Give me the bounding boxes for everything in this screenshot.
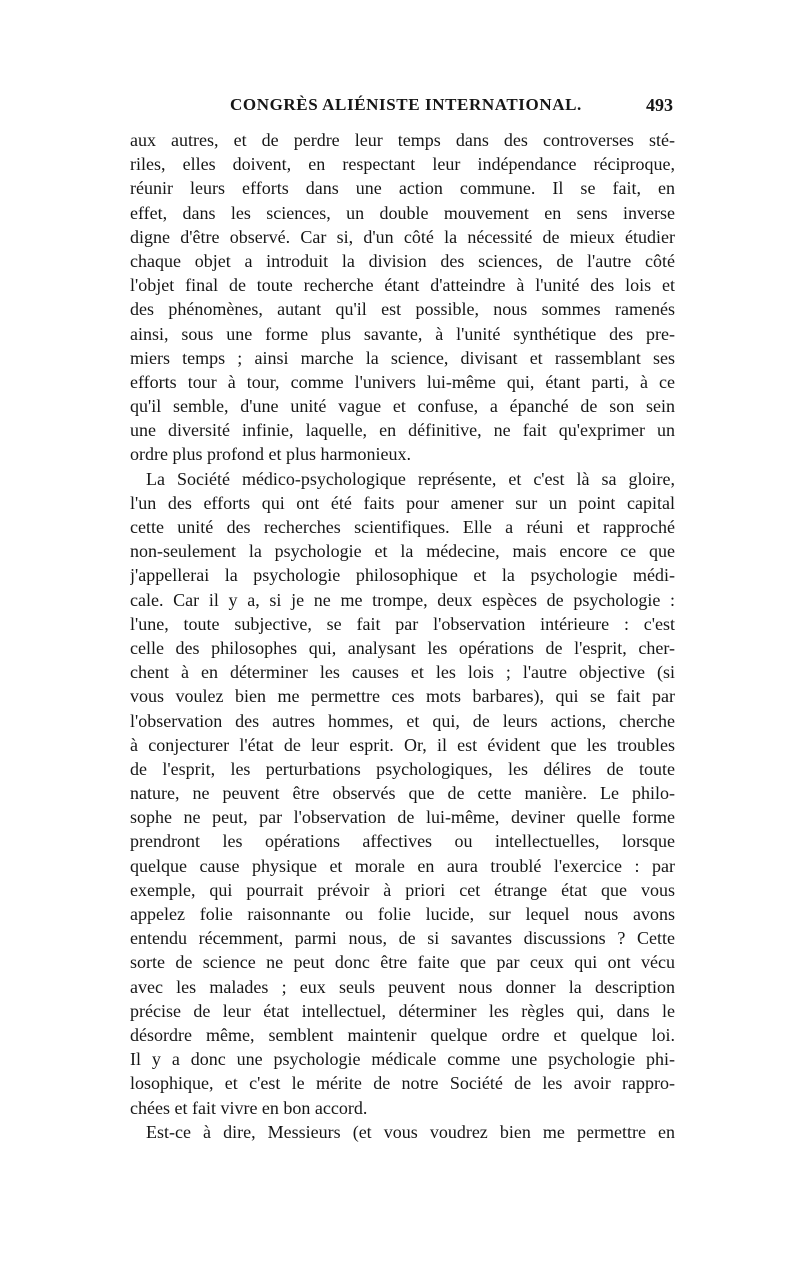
text-line: effet, dans les sciences, un double mouvement en sens inverse xyxy=(130,202,675,223)
running-title: CONGRÈS ALIÉNISTE INTERNATIONAL. xyxy=(230,95,582,114)
text-line: l'une, toute subjective, se fait par l'observation intérieure : c'est xyxy=(130,613,675,634)
text-line: ordre plus profond et plus harmonieux. xyxy=(130,444,411,465)
text-line: appelez folie raisonnante ou folie lucide, sur lequel nous avons xyxy=(130,904,675,924)
text-line: Est-ce à dire, Messieurs (et vous voudrez bien me permettre en xyxy=(146,1121,675,1142)
text-line: ainsi, sous une forme plus savante, à l'unité synthétique des pre- xyxy=(130,323,675,344)
text-line: aux autres, et de perdre leur temps dans des controverses sté- xyxy=(130,130,675,150)
text-line: celle des philosophes qui, analysant les opérations de l'esprit, cher- xyxy=(130,637,675,658)
text-line: vous voulez bien me permettre ces mots barbares), qui se fait par xyxy=(130,686,675,707)
text-line: riles, elles doivent, en respectant leur indépendance réciproque, xyxy=(130,154,675,175)
text-line: de l'esprit, les perturbations psychologiques, les délires de toute xyxy=(130,758,675,779)
text-line: chaque objet a introduit la division des sciences, de l'autre côté xyxy=(130,250,675,271)
text-line: à conjecturer l'état de leur esprit. Or, il est évident que les troubles xyxy=(130,734,675,755)
text-line: une diversité infinie, laquelle, en définitive, ne fait qu'exprimer un xyxy=(130,420,675,441)
text-line: réunir leurs efforts dans une action commune. Il se fait, en xyxy=(130,178,675,199)
text-line: digne d'être observé. Car si, d'un côté la nécessité de mieux étudier xyxy=(130,226,675,247)
text-line: entendu récemment, parmi nous, de si savantes discussions ? Cette xyxy=(130,928,675,949)
running-head xyxy=(130,95,675,117)
text-line: l'un des efforts qui ont été faits pour amener sur un point capital xyxy=(130,492,675,513)
text-line: qu'il semble, d'une unité vague et confuse, a épanché de son sein xyxy=(130,396,675,417)
body-text xyxy=(130,128,675,1144)
text-line: l'observation des autres hommes, et qui, de leurs actions, cherche xyxy=(130,710,675,731)
text-line: l'objet final de toute recherche étant d'atteindre à l'unité des lois et xyxy=(130,275,675,296)
text-line: cette unité des recherches scientifiques. Elle a réuni et rapproché xyxy=(130,517,675,537)
text-line: chent à en déterminer les causes et les lois ; l'autre objective (si xyxy=(130,662,675,683)
text-line: quelque cause physique et morale en aura troublé l'exercice : par xyxy=(130,855,675,876)
text-line: exemple, qui pourrait prévoir à priori cet étrange état que vous xyxy=(130,879,675,900)
text-line: précise de leur état intellectuel, déterminer les règles qui, dans le xyxy=(130,1000,675,1021)
text-line: j'appellerai la psychologie philosophique et la psychologie médi- xyxy=(130,565,675,586)
page-number: 493 xyxy=(646,95,673,115)
text-line: sorte de science ne peut donc être faite que par ceux qui ont vécu xyxy=(130,952,675,973)
text-line: losophique, et c'est le mérite de notre Société de les avoir rappro- xyxy=(130,1073,675,1094)
text-line: avec les malades ; eux seuls peuvent nous donner la description xyxy=(130,976,675,997)
text-line: sophe ne peut, par l'observation de lui-même, deviner quelle forme xyxy=(130,807,675,828)
text-line: Il y a donc une psychologie médicale comme une psychologie phi- xyxy=(130,1049,675,1070)
book-page xyxy=(130,0,675,1270)
text-line: miers temps ; ainsi marche la science, divisant et rassemblant ses xyxy=(130,347,675,368)
text-line: des phénomènes, autant qu'il est possible, nous sommes ramenés xyxy=(130,299,675,320)
text-line: La Société médico-psychologique représente, et c'est là sa gloire, xyxy=(146,468,675,489)
text-line: efforts tour à tour, comme l'univers lui-même qui, étant parti, à ce xyxy=(130,371,675,392)
text-line: cale. Car il y a, si je ne me trompe, deux espèces de psychologie : xyxy=(130,589,675,610)
text-line: désordre même, semblent maintenir quelque ordre et quelque loi. xyxy=(130,1024,675,1045)
text-line: non-seulement la psychologie et la médecine, mais encore ce que xyxy=(130,541,675,562)
text-line: chées et fait vivre en bon accord. xyxy=(130,1097,368,1118)
text-line: nature, ne peuvent être observés que de cette manière. Le philo- xyxy=(130,783,675,804)
text-line: prendront les opérations affectives ou intellectuelles, lorsque xyxy=(130,831,675,852)
